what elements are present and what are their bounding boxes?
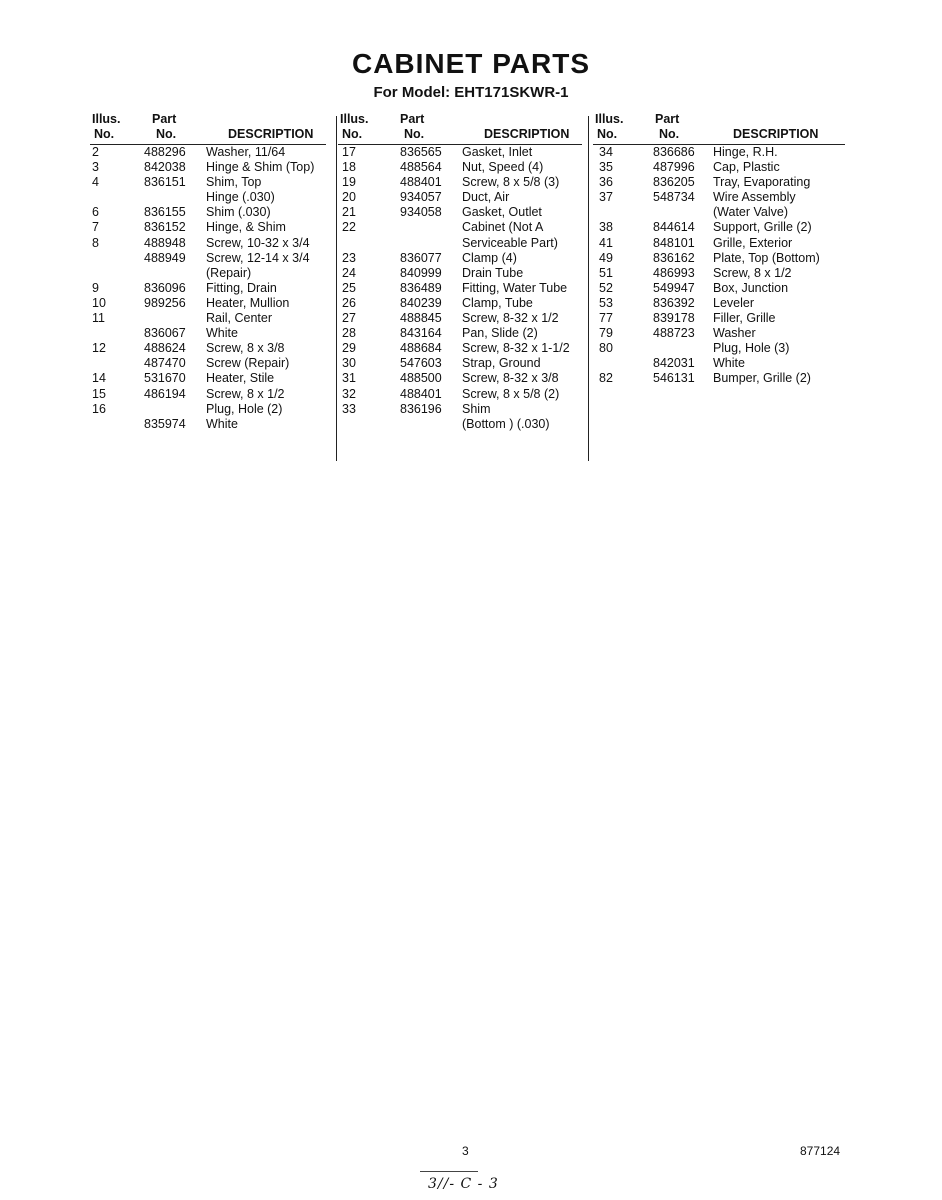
table-row [90, 281, 326, 296]
part-number: 547603 [400, 356, 442, 371]
part-description: Tray, Evaporating [713, 175, 811, 190]
illus-number: 30 [342, 356, 356, 371]
table-row [90, 371, 326, 386]
part-number: 488401 [400, 386, 442, 401]
illus-number: 21 [342, 205, 356, 220]
table-row [338, 402, 582, 417]
part-description: Washer, 11/64 [206, 145, 286, 159]
table-row [90, 220, 326, 235]
table-row [338, 296, 582, 311]
part-number: 934057 [400, 190, 442, 205]
description-header: DESCRIPTION [733, 127, 819, 141]
part-no-header: No. [659, 127, 680, 141]
part-number: 488723 [653, 326, 695, 341]
illus-number: 82 [599, 371, 613, 386]
table-row [338, 145, 582, 160]
illus-number [338, 236, 400, 251]
table-row [593, 205, 845, 220]
table-row [338, 417, 582, 432]
part-description: Serviceable Part) [462, 235, 558, 250]
illus-number: 27 [342, 311, 356, 326]
table-row [593, 341, 845, 356]
column-header [593, 112, 845, 144]
illus-number: 25 [342, 280, 356, 295]
part-number: 836196 [400, 401, 442, 416]
illus-number: 22 [342, 220, 356, 235]
table-row [338, 236, 582, 251]
part-number: 836155 [144, 205, 186, 220]
illus-number [90, 417, 144, 432]
part-number: 549947 [653, 280, 695, 295]
part-number: 486993 [653, 265, 695, 280]
illus-number [593, 205, 653, 220]
table-row [338, 387, 582, 402]
table-row [593, 266, 845, 281]
table-row [90, 205, 326, 220]
illus-no-header: No. [597, 127, 618, 141]
part-number: 842038 [144, 160, 186, 175]
part-number [653, 341, 713, 356]
part-number: 488845 [400, 311, 442, 326]
part-number: 836162 [653, 250, 695, 265]
part-number: 840239 [400, 295, 442, 310]
illus-number: 51 [599, 265, 613, 280]
illus-header: Illus. [92, 112, 121, 126]
illus-number: 34 [599, 145, 613, 159]
table-row [593, 145, 845, 160]
part-description: Plug, Hole (2) [206, 401, 283, 416]
part-number: 836151 [144, 175, 186, 190]
table-row [593, 220, 845, 235]
part-number: 488624 [144, 341, 186, 356]
part-description: White [206, 416, 238, 431]
illus-number: 11 [92, 311, 105, 326]
part-description: Hinge, R.H. [713, 145, 778, 159]
part-description: Washer [713, 326, 756, 341]
table-row [90, 175, 326, 190]
part-number [400, 236, 462, 251]
illus-number: 10 [92, 295, 106, 310]
parts-list [338, 145, 582, 432]
illus-no-header: No. [94, 127, 115, 141]
page-number: 3 [462, 1144, 469, 1158]
part-description: Fitting, Drain [206, 280, 277, 295]
table-row [338, 266, 582, 281]
table-row [90, 236, 326, 251]
illus-no-header: No. [342, 127, 363, 141]
illus-number: 79 [599, 326, 613, 341]
table-row [90, 417, 326, 432]
table-row [90, 326, 326, 341]
illus-number: 18 [342, 160, 356, 175]
part-description: Gasket, Outlet [462, 205, 542, 220]
table-row [593, 236, 845, 251]
table-row [90, 341, 326, 356]
part-number: 840999 [400, 265, 442, 280]
part-description: Screw, 8 x 5/8 (2) [462, 386, 560, 401]
part-number [400, 417, 462, 432]
part-number: 844614 [653, 220, 695, 235]
column-divider [588, 116, 589, 461]
part-number: 488684 [400, 341, 442, 356]
table-row [593, 175, 845, 190]
table-row [593, 326, 845, 341]
part-description: Fitting, Water Tube [462, 280, 568, 295]
illus-number: 80 [599, 341, 613, 356]
table-row [90, 311, 326, 326]
part-number: 488564 [400, 160, 442, 175]
parts-column-1 [90, 112, 326, 432]
part-description: Screw, 8-32 x 1/2 [462, 311, 559, 326]
part-number: 836067 [144, 326, 186, 341]
parts-list [593, 145, 845, 387]
table-row [338, 190, 582, 205]
illus-number: 24 [342, 265, 356, 280]
illus-number: 37 [599, 190, 613, 205]
table-row [90, 402, 326, 417]
column-header [90, 112, 326, 144]
part-description: Grille, Exterior [713, 235, 793, 250]
illus-number [90, 190, 144, 205]
document-code: 877124 [800, 1144, 841, 1158]
part-description: Screw, 10-32 x 3/4 [206, 235, 310, 250]
part-number: 488949 [144, 250, 186, 265]
illus-number: 17 [342, 145, 356, 159]
part-header: Part [655, 112, 680, 126]
part-description: Support, Grille (2) [713, 220, 812, 235]
illus-number: 2 [92, 145, 99, 159]
table-row [338, 311, 582, 326]
part-number [144, 402, 206, 417]
table-row [338, 205, 582, 220]
illus-number: 38 [599, 220, 613, 235]
illus-number: 12 [92, 341, 106, 356]
part-description: Shim [462, 401, 491, 416]
part-number [144, 266, 206, 281]
description-header: DESCRIPTION [484, 127, 570, 141]
part-number: 835974 [144, 416, 186, 431]
illus-number: 35 [599, 160, 613, 175]
part-number: 842031 [653, 356, 695, 371]
illus-number: 14 [92, 371, 106, 386]
part-description: Screw, 12-14 x 3/4 [206, 250, 310, 265]
table-row [90, 160, 326, 175]
illus-number [90, 356, 144, 371]
illus-number: 31 [342, 371, 356, 386]
part-description: Gasket, Inlet [462, 145, 533, 159]
table-row [338, 160, 582, 175]
part-description: (Bottom ) (.030) [462, 416, 550, 431]
part-description: Pan, Slide (2) [462, 326, 538, 341]
part-description: Screw, 8 x 1/2 [206, 386, 285, 401]
part-no-header: No. [404, 127, 425, 141]
table-row [90, 251, 326, 266]
part-number: 934058 [400, 205, 442, 220]
table-row [90, 145, 326, 160]
part-description: Cap, Plastic [713, 160, 780, 175]
illus-number: 32 [342, 386, 356, 401]
part-number: 531670 [144, 371, 186, 386]
illus-number [593, 356, 653, 371]
table-row [90, 190, 326, 205]
part-description: Bumper, Grille (2) [713, 371, 811, 386]
part-number: 488401 [400, 175, 442, 190]
part-description: Hinge, & Shim [206, 220, 286, 235]
illus-number: 28 [342, 326, 356, 341]
parts-column-2 [338, 112, 582, 432]
illus-number [90, 251, 144, 266]
illus-number [90, 266, 144, 281]
part-description: Duct, Air [462, 190, 510, 205]
illus-number: 20 [342, 190, 356, 205]
table-row [593, 190, 845, 205]
part-description: Filler, Grille [713, 311, 776, 326]
illus-number: 6 [92, 205, 99, 220]
part-number: 836392 [653, 295, 695, 310]
illus-number: 77 [599, 311, 613, 326]
illus-number: 16 [92, 401, 106, 416]
column-header [338, 112, 582, 144]
table-row [593, 281, 845, 296]
part-number: 836096 [144, 280, 186, 295]
part-description: Drain Tube [462, 265, 524, 280]
page-title: CABINET PARTS [351, 48, 591, 79]
part-number: 488948 [144, 235, 186, 250]
part-description: Screw, 8 x 5/8 (3) [462, 175, 560, 190]
table-row [338, 175, 582, 190]
part-number: 836205 [653, 175, 695, 190]
illus-header: Illus. [595, 112, 624, 126]
part-description: Wire Assembly [713, 190, 796, 205]
part-number: 989256 [144, 295, 186, 310]
illus-number: 26 [342, 295, 356, 310]
illus-number: 23 [342, 250, 356, 265]
table-row [593, 371, 845, 386]
part-description: Shim, Top [206, 175, 262, 190]
part-description: Screw, 8-32 x 3/8 [462, 371, 559, 386]
part-description: White [206, 326, 238, 341]
part-no-header: No. [156, 127, 177, 141]
table-row [90, 266, 326, 281]
illus-number: 4 [92, 175, 99, 190]
description-header: DESCRIPTION [228, 127, 314, 141]
illus-number: 29 [342, 341, 356, 356]
illus-number: 3 [92, 160, 99, 175]
table-row [338, 326, 582, 341]
illus-number: 36 [599, 175, 613, 190]
part-number: 843164 [400, 326, 442, 341]
parts-list [90, 145, 326, 432]
part-number [653, 205, 713, 220]
part-description: White [713, 356, 745, 371]
table-row [90, 387, 326, 402]
part-number [144, 190, 206, 205]
part-number: 836565 [400, 145, 442, 159]
table-row [90, 296, 326, 311]
part-number: 487470 [144, 356, 186, 371]
table-row [593, 160, 845, 175]
part-description: Plug, Hole (3) [713, 341, 790, 356]
illus-number: 41 [599, 235, 613, 250]
part-description: Heater, Mullion [206, 295, 290, 310]
table-row [338, 371, 582, 386]
table-row [90, 356, 326, 371]
column-divider [336, 116, 337, 461]
part-description: Clamp, Tube [462, 295, 533, 310]
part-description: Shim (.030) [206, 205, 271, 220]
illus-number [338, 417, 400, 432]
part-description: Screw, 8 x 1/2 [713, 265, 792, 280]
illus-number: 7 [92, 220, 99, 235]
part-description: Strap, Ground [462, 356, 541, 371]
table-row [338, 251, 582, 266]
illus-number: 33 [342, 401, 356, 416]
illus-number: 49 [599, 250, 613, 265]
part-description: Screw (Repair) [206, 356, 290, 371]
part-description: Leveler [713, 295, 754, 310]
part-description: Hinge (.030) [206, 190, 275, 205]
table-row [338, 220, 582, 235]
part-description: Cabinet (Not A [462, 220, 544, 235]
part-number: 836152 [144, 220, 186, 235]
illus-number: 9 [92, 280, 99, 295]
part-description: Nut, Speed (4) [462, 160, 544, 175]
part-header: Part [152, 112, 177, 126]
illus-number: 19 [342, 175, 356, 190]
part-number: 836077 [400, 250, 442, 265]
part-description: Screw, 8 x 3/8 [206, 341, 285, 356]
illus-number [90, 326, 144, 341]
table-row [593, 356, 845, 371]
part-description: (Repair) [206, 265, 252, 280]
part-number: 488296 [144, 145, 186, 159]
part-number [144, 311, 206, 326]
part-number: 848101 [653, 235, 695, 250]
illus-number: 8 [92, 235, 99, 250]
part-number: 487996 [653, 160, 695, 175]
illus-header: Illus. [340, 112, 369, 126]
part-description: Heater, Stile [206, 371, 275, 386]
model-subtitle: For Model: EHT171SKWR-1 [373, 84, 569, 101]
parts-column-3 [593, 112, 845, 387]
handwritten-note: 3//- C - 3 [428, 1176, 499, 1192]
illus-number: 15 [92, 386, 106, 401]
part-number [400, 220, 462, 235]
table-row [338, 341, 582, 356]
part-number: 548734 [653, 190, 695, 205]
part-number: 486194 [144, 386, 186, 401]
part-number: 836489 [400, 280, 442, 295]
handwritten-underline [420, 1171, 478, 1172]
illus-number: 52 [599, 280, 613, 295]
illus-number: 53 [599, 295, 613, 310]
part-description: Hinge & Shim (Top) [206, 160, 315, 175]
part-description: Screw, 8-32 x 1-1/2 [462, 341, 570, 356]
part-header: Part [400, 112, 425, 126]
part-description: Box, Junction [713, 280, 789, 295]
part-description: Plate, Top (Bottom) [713, 250, 820, 265]
table-row [593, 251, 845, 266]
part-description: Clamp (4) [462, 250, 517, 265]
part-number: 839178 [653, 311, 695, 326]
table-row [593, 296, 845, 311]
part-description: Rail, Center [206, 311, 272, 326]
part-number: 546131 [653, 371, 695, 386]
table-row [593, 311, 845, 326]
table-row [338, 281, 582, 296]
part-number: 836686 [653, 145, 695, 159]
table-row [338, 356, 582, 371]
part-description: (Water Valve) [713, 205, 789, 220]
part-number: 488500 [400, 371, 442, 386]
